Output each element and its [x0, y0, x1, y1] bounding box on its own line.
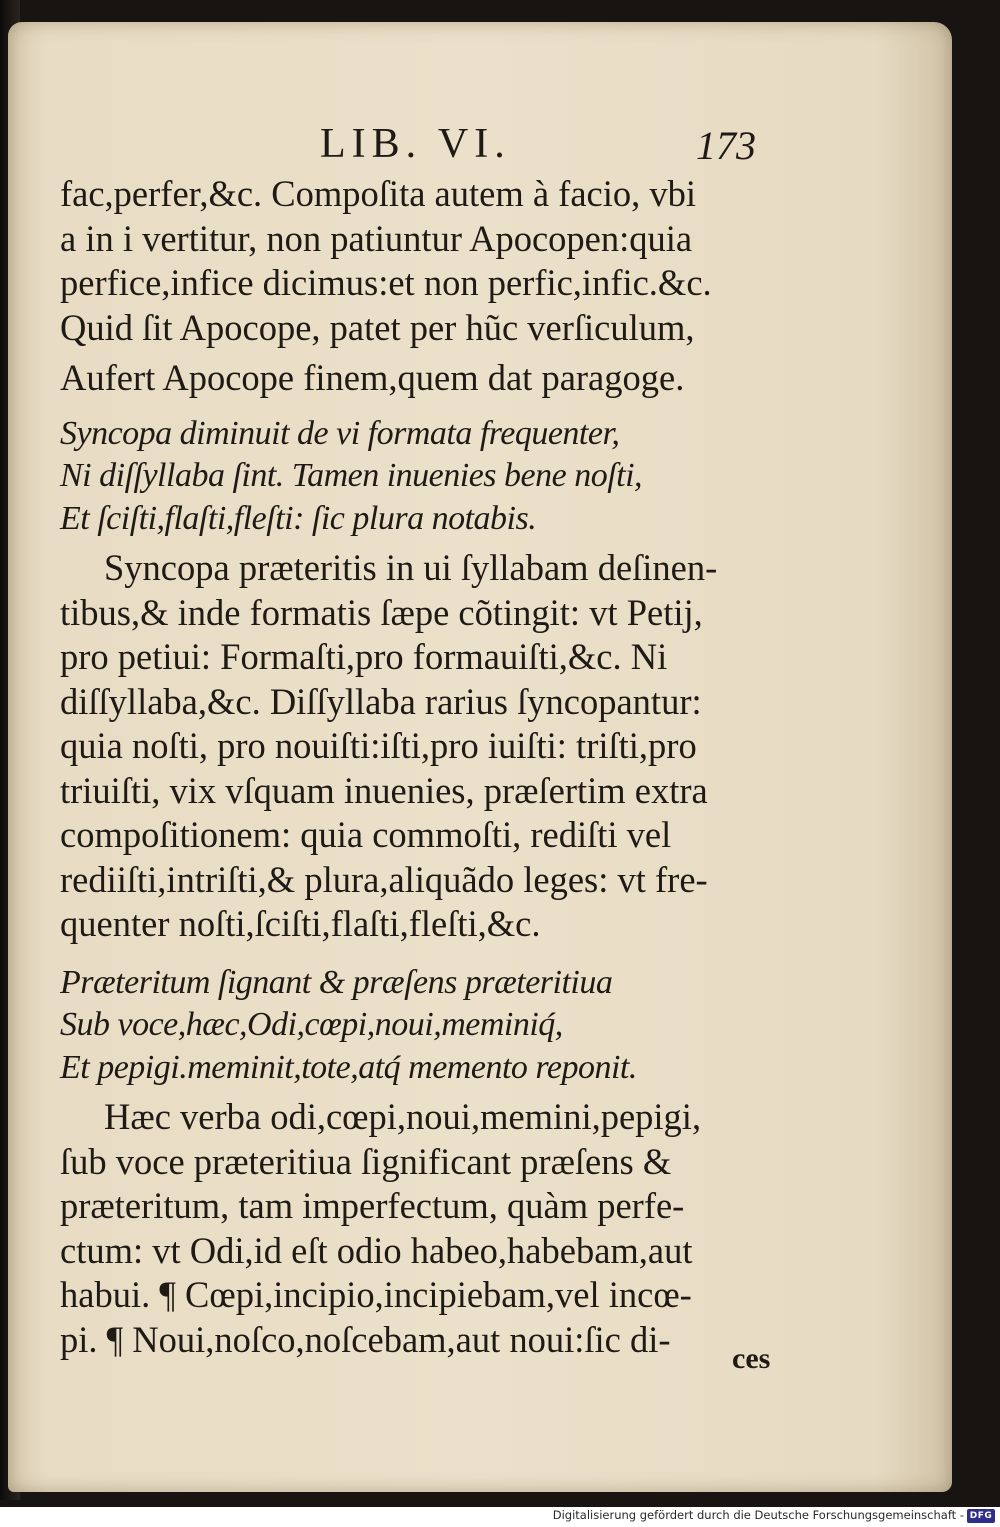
- text-line: ſub voce præteritiua ſignificant præſens &: [60, 1140, 672, 1182]
- verse-line: Præteritum ſignant & præſens præteritiua: [60, 963, 613, 1001]
- dfg-logo-icon: DFG: [967, 1509, 995, 1523]
- page-number: 173: [696, 123, 756, 168]
- text-line: præteritum, tam imperfectum, quàm perfe-: [60, 1185, 685, 1226]
- funding-credit: Digitalisierung gefördert durch die Deutsche Forschungsgemeinschaft -: [552, 1508, 964, 1522]
- digitization-footer: [0, 1507, 1000, 1527]
- book-page: [8, 22, 952, 1492]
- running-head: LIB. VI.: [320, 121, 511, 167]
- text-line: quenter noſti,ſciſti,flaſti,fleſti,&c.: [60, 903, 541, 944]
- verse-line: Et ſciſti,flaſti,fleſti: ſic plura notabis.: [60, 499, 537, 537]
- text-line: Hæc verba odi,cœpi,noui,memini,pepigi,: [104, 1096, 702, 1137]
- text-line: a in i vertitur, non patiuntur Apocopen:quia: [60, 217, 693, 259]
- page-header: [8, 120, 952, 170]
- text-line: quia noſti, pro nouiſti:iſti,pro iuiſti: triſti,pro: [60, 725, 697, 766]
- text-line: rediiſti,intriſti,& plura,aliquãdo leges: vt fre-: [60, 858, 708, 900]
- page-text: [60, 172, 780, 1362]
- text-line: Aufert Apocope finem,quem dat paragoge.: [60, 357, 685, 398]
- verse-line: Et pepigi.meminit,tote,atq́ memento reponit.: [60, 1048, 637, 1086]
- text-line: pi. ¶ Noui,noſco,noſcebam,aut noui:ſic di-: [60, 1318, 671, 1360]
- text-line: diſſyllaba,&c. Diſſyllaba rarius ſyncopantur:: [60, 680, 702, 722]
- verse-line: Ni diſſyllaba ſint. Tamen inuenies bene noſti,: [60, 457, 643, 494]
- text-line: perfice,infice dicimus:et non perfic,infic.&c.: [60, 262, 712, 303]
- text-line: fac,perfer,&c. Compoſita autem à facio, vbi: [60, 173, 697, 214]
- verse-line: Sub voce,hæc,Odi,cœpi,noui,meminiq́,: [60, 1006, 563, 1043]
- text-line: ctum: vt Odi,id eſt odio habeo,habebam,aut: [60, 1229, 693, 1271]
- text-line: tibus,& inde formatis ſæpe cõtingit: vt Petij,: [60, 591, 703, 633]
- text-line: pro petiui: Formaſti,pro formauiſti,&c. Ni: [60, 636, 668, 677]
- text-line: compoſitionem: quia commoſti, rediſti vel: [60, 814, 672, 855]
- catchword: ces: [732, 1342, 771, 1375]
- text-line: habui. ¶ Cœpi,incipio,incipiebam,vel incœ-: [60, 1274, 692, 1315]
- text-line: triuiſti, vix vſquam inuenies, præſertim extra: [60, 769, 708, 811]
- verse-line: Syncopa diminuit de vi formata frequenter,: [60, 414, 620, 452]
- text-line: Syncopa præteritis in ui ſyllabam deſinen-: [104, 547, 718, 588]
- text-line: Quid ſit Apocope, patet per hũc verſiculum,: [60, 306, 695, 348]
